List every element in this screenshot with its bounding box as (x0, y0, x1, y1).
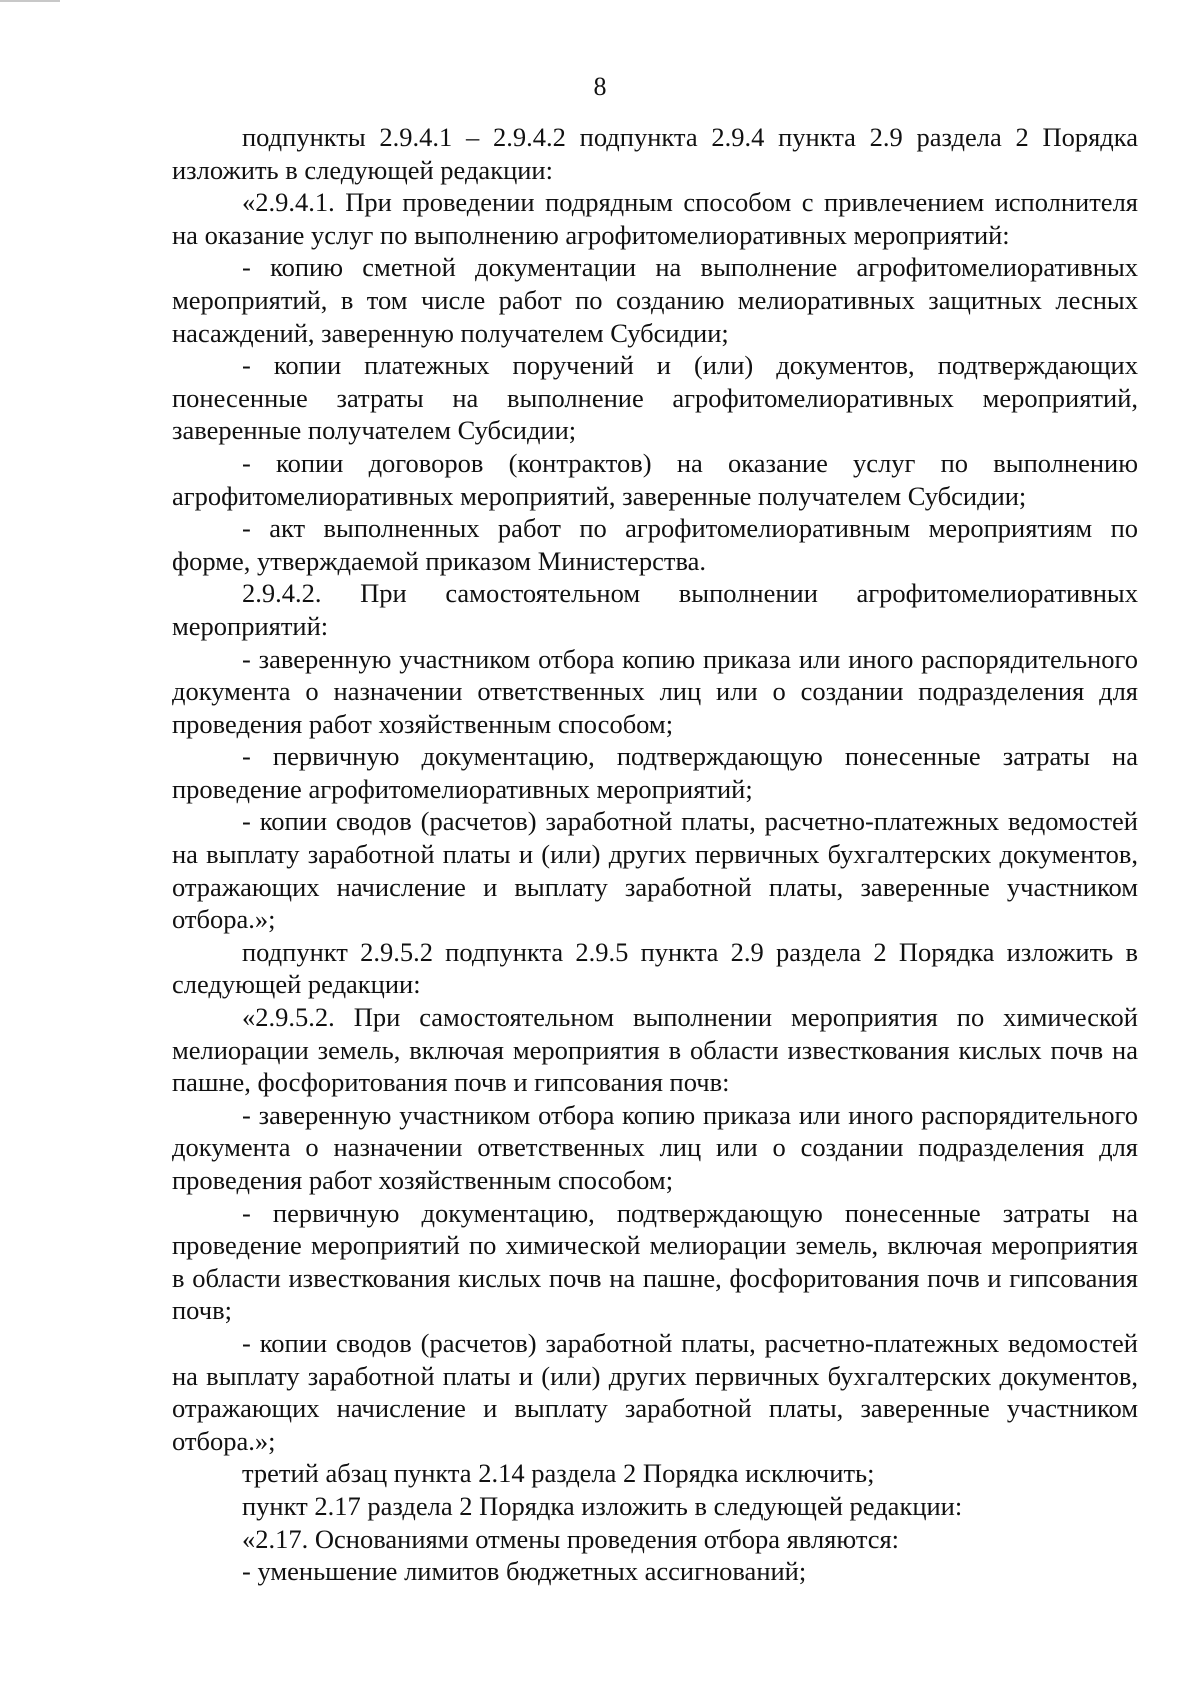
paragraph: - копии платежных поручений и (или) документов, подтверждающих понесенные затраты на выполнение агрофитомелиоративных мероприятий, заверенные получателем Субсидии; (172, 350, 1138, 446)
paragraph: подпункты 2.9.4.1 – 2.9.4.2 подпункта 2.9.4 пункта 2.9 раздела 2 Порядка изложить в следующей редакции: (172, 122, 1138, 185)
paragraph: - копии сводов (расчетов) заработной платы, расчетно-платежных ведомостей на выплату заработной платы и (или) других первичных бухгалтерских документов, отражающих начисление и выплату заработной платы, заверенные участником отбора.»; (172, 1327, 1138, 1456)
scan-edge-mark (0, 0, 60, 2)
page-number: 8 (593, 72, 607, 101)
paragraph: «2.9.4.1. При проведении подрядным способом с привлечением исполнителя на оказание услуг по выполнению агрофитомелиоративных мероприятий: (172, 187, 1138, 250)
paragraph: - заверенную участником отбора копию приказа или иного распорядительного документа о назначении ответственных лиц или о создании подразделения для проведения работ хозяйственным способом; (172, 643, 1138, 739)
paragraph: - уменьшение лимитов бюджетных ассигнований; (242, 1556, 807, 1587)
paragraph: - первичную документацию, подтверждающую понесенные затраты на проведение мероприятий по химической мелиорации земель, включая мероприятия в области известкования кислых почв на пашне, фосфоритования почв и гипсования почв; (172, 1197, 1138, 1326)
paragraph: - первичную документацию, подтверждающую понесенные затраты на проведение агрофитомелиоративных мероприятий; (172, 741, 1138, 804)
paragraph: «2.9.5.2. При самостоятельном выполнении мероприятия по химической мелиорации земель, включая мероприятия в области известкования кислых почв на пашне, фосфоритования почв и гипсования почв: (172, 1002, 1138, 1098)
paragraph: «2.17. Основаниями отмены проведения отбора являются: (242, 1523, 900, 1554)
paragraph: - копии сводов (расчетов) заработной платы, расчетно-платежных ведомостей на выплату заработной платы и (или) других первичных бухгалтерских документов, отражающих начисление и выплату заработной платы, заверенные участником отбора.»; (172, 806, 1138, 935)
paragraph: - акт выполненных работ по агрофитомелиоративным мероприятиям по форме, утверждаемой приказом Министерства. (172, 513, 1138, 576)
paragraph: - копию сметной документации на выполнение агрофитомелиоративных мероприятий, в том числе работ по созданию мелиоративных защитных лесных насаждений, заверенную получателем Субсидии; (172, 252, 1138, 348)
paragraph: пункт 2.17 раздела 2 Порядка изложить в следующей редакции: (242, 1490, 963, 1521)
paragraph: третий абзац пункта 2.14 раздела 2 Порядка исключить; (242, 1458, 875, 1489)
paragraph: - заверенную участником отбора копию приказа или иного распорядительного документа о назначении ответственных лиц или о создании подразделения для проведения работ хозяйственным способом; (172, 1099, 1138, 1195)
document-body (172, 121, 1138, 1588)
paragraph: 2.9.4.2. При самостоятельном выполнении агрофитомелиоративных мероприятий: (172, 578, 1138, 641)
paragraph: - копии договоров (контрактов) на оказание услуг по выполнению агрофитомелиоративных мероприятий, заверенные получателем Субсидии; (172, 447, 1138, 511)
paragraph: подпункт 2.9.5.2 подпункта 2.9.5 пункта 2.9 раздела 2 Порядка изложить в следующей редакции: (172, 936, 1138, 1000)
